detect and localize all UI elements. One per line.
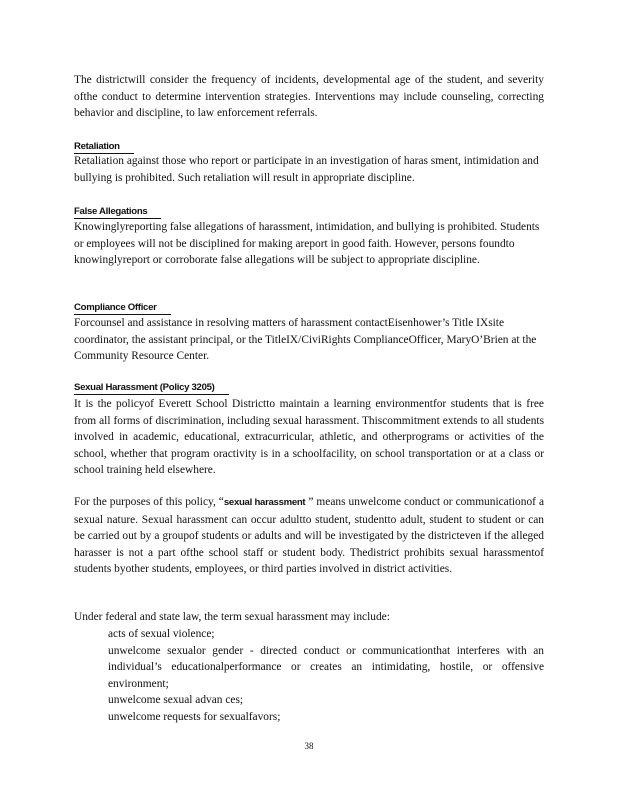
list-item-text: unwelcome requests for sexualfavors; [108, 710, 281, 723]
definition-lead-text: For the purposes of this policy, “ [74, 496, 224, 508]
list-item-text: unwelcome sexualor gender - directed conduct or communicationthat interferes with an individual’s educationalperformance or creates an intimidating, hostile, or offensive environment; [108, 644, 544, 690]
compliance-officer-heading: Compliance Officer [74, 302, 171, 315]
harassment-examples-list [88, 626, 544, 726]
intro-paragraph: The districtwill consider the frequency of incidents, developmental age of the student, and severity ofthe conduct to determine intervention strategies. Interventions may include counseling, correcting behavior and discipline, to law enforcement referrals. [74, 74, 544, 120]
sexual-harassment-definition-paragraph [74, 494, 544, 578]
false-allegations-paragraph: Knowinglyreporting false allegations of harassment, intimidation, and bullying is prohibited. Students or employees will not be disciplined for making areport in good faith. However, persons foundto knowinglyreport or corroborate false allegations will be subject to appropriate discipline. [74, 221, 540, 267]
definition-body-text: ” means unwelcome conduct or communicationof a sexual nature. Sexual harassment can occur adultto student, studentto adult, student to student or can be carried out by a groupof students or adults and will be investigated by the districteven if the alleged harasser is not a part ofthe school staff or student body. Thedistrict prohibits sexual harassmentof students byother students, employees, or third parties involved in district activities. [74, 496, 544, 576]
retaliation-paragraph: Retaliation against those who report or participate in an investigation of haras sment, intimidation and bullying is prohibited. Such retaliation will result in appropriate discipline. [74, 155, 539, 184]
retaliation-heading: Retaliation [74, 141, 134, 154]
list-intro: Under federal and state law, the term sexual harassment may include: [74, 611, 390, 623]
list-item [88, 692, 544, 709]
page-number: 38 [304, 741, 314, 751]
list-item [88, 643, 544, 693]
sexual-harassment-policy-paragraph: It is the policyof Everett School Districtto maintain a learning environmentfor students that is free from all forms of discrimination, including sexual harassment. Thiscommitment extends to all students involved in academic, educational, extracurricular, athletic, and otherprograms or activities of the school, whether that program oractivity is in a schoolfacility, on school transportation or at a class or school training held elsewhere. [74, 398, 544, 477]
false-allegations-heading: False Allegations [74, 206, 161, 219]
list-item-text: unwelcome sexual advan ces; [108, 694, 244, 707]
compliance-officer-paragraph: Forcounsel and assistance in resolving matters of harassment contactEisenhower’s Title IXsite coordinator, the assistant principal, or the TitleIX/CiviRights ComplianceOfficer, MaryO’Brien at the Community Resource Center. [74, 317, 537, 363]
list-item [88, 626, 544, 643]
list-item [88, 709, 544, 726]
defined-term: sexual harassment [223, 497, 306, 508]
list-item-text: acts of sexual violence; [108, 628, 215, 640]
sexual-harassment-heading: Sexual Harassment (Policy 3205) [74, 382, 229, 395]
